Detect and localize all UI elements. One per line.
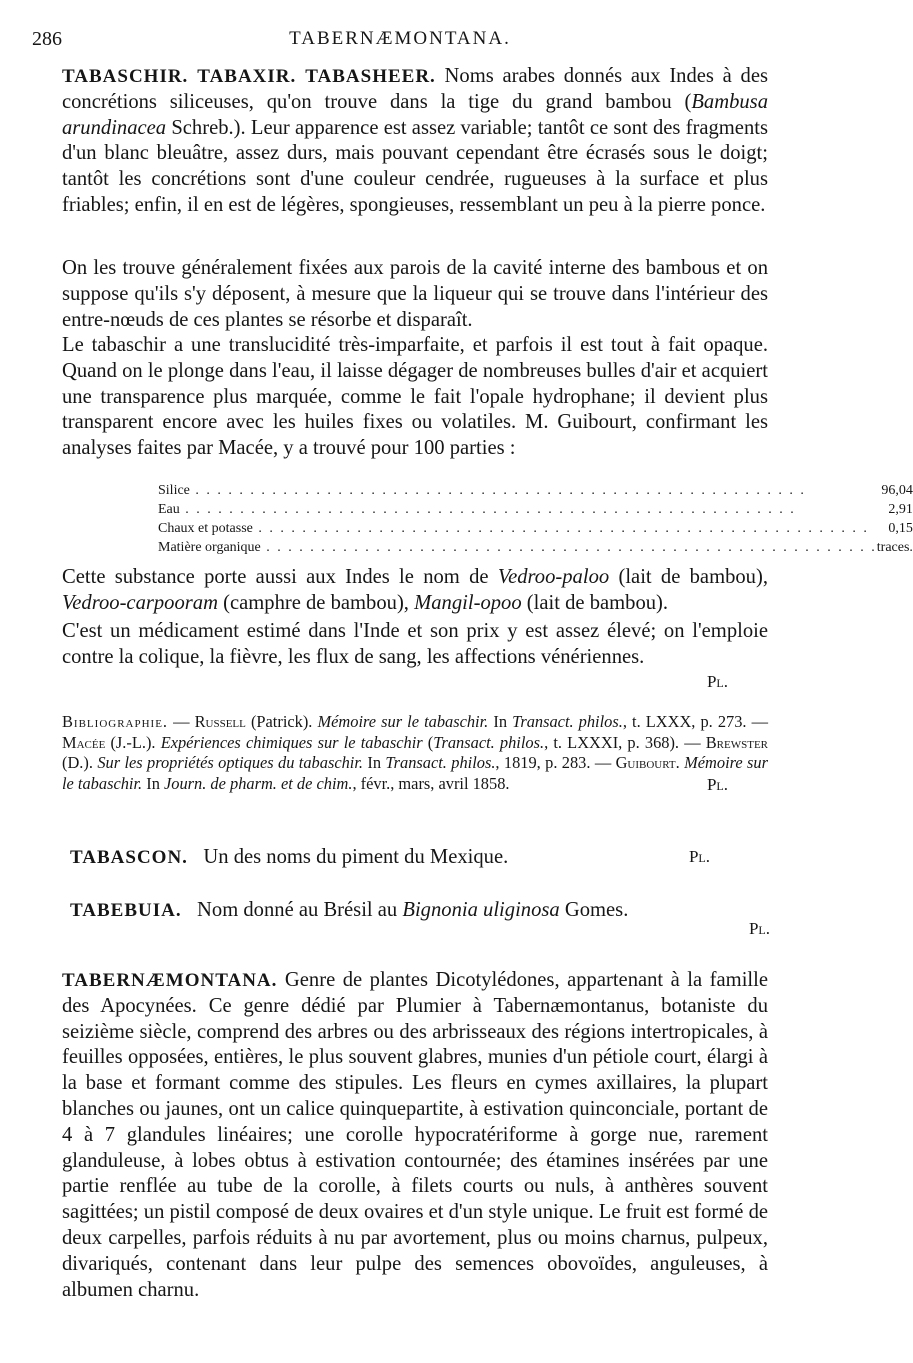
- tabaschir-paragraph-2: [62, 256, 768, 333]
- composition-label: Eau . . .: [158, 500, 877, 519]
- tabaschir-text-4c: (camphre de bambou),: [217, 591, 415, 614]
- bib-author: Guibourt: [615, 753, 676, 773]
- tabaschir-text-4a: Cette substance porte aussi aux Indes le nom de: [62, 566, 498, 588]
- bib-text: In: [488, 712, 513, 731]
- bib-text: , févr., mars, avril 1858.: [352, 773, 510, 793]
- bib-text: (J.-L.).: [105, 732, 161, 752]
- composition-row: [158, 538, 913, 557]
- bib-journal: Transact. philos.: [512, 712, 623, 731]
- tabaschir-taxon: Bambusa arundinacea: [62, 90, 768, 139]
- page-number: 286: [32, 28, 62, 50]
- bib-title: Sur les propriétés optiques du tabaschir.: [97, 753, 364, 773]
- bib-title: Mémoire sur le tabaschir.: [317, 712, 489, 731]
- tabaschir-paragraph-1: [62, 64, 768, 219]
- composition-value: 2,91: [888, 502, 913, 517]
- bib-text: In: [142, 773, 164, 793]
- tabebuia-taxon: Bignonia uliginosa: [402, 899, 560, 921]
- tabebuia-headword: TABEBUIA.: [70, 900, 182, 921]
- tabaschir-headword: TABASCHIR. TABAXIR. TABASHEER.: [62, 66, 436, 87]
- tabaschir-paragraph-3: [62, 333, 768, 462]
- composition-label: Matière organique . . .: [158, 538, 877, 557]
- bib-title: Expériences chimiques sur le tabaschir: [160, 732, 423, 752]
- composition-label: Chaux et potasse . . .: [158, 519, 877, 538]
- tabaschir-text-3: Le tabaschir a une translucidité très-imparfaite, et parfois il est tout à fait opaque. Quand on le plonge dans l'eau, il laisse dégager de nombreuses bulles d'air et acquiert une transparence plus marquée, comme le fait l'opale hydrophane; il devient plus transparent encore avec les huiles fixes ou volatiles. M. Guibourt, confirmant les analyses faites par Macée, y a trouvé pour 100 parties :: [62, 334, 768, 460]
- tabaschir-text-5: C'est un médicament estimé dans l'Inde et son prix y est assez élevé; on l'emploie contre la colique, la fièvre, les flux de sang, les affections vénériennes.: [62, 620, 768, 668]
- bib-text: (: [422, 732, 434, 752]
- bib-text: (D.).: [62, 753, 98, 773]
- tabaschir-text-1a: Noms arabes donnés aux Indes à des concrétions siliceuses, qu'on trouve dans la tige du grand bambou (: [62, 65, 768, 113]
- tabascon-text: Un des noms du piment du Mexique.: [203, 846, 509, 868]
- tabernaemontana-paragraph: [62, 968, 768, 1303]
- tabebuia-signature: Pl.: [748, 919, 770, 938]
- bib-author: Russell: [194, 712, 246, 731]
- running-header: [32, 28, 768, 54]
- composition-value: traces.: [876, 540, 913, 555]
- running-title: TABERNÆMONTANA.: [289, 28, 511, 49]
- tabernaemontana-headword: TABERNÆMONTANA.: [62, 970, 278, 991]
- tabascon-headword: TABASCON.: [70, 847, 188, 868]
- tabaschir-text-2: On les trouve généralement fixées aux parois de la cavité interne des bambous et on suppose qu'ils s'y déposent, à mesure que la liqueur qui se trouve dans l'intérieur des entre-nœuds de ces plantes se résorbe et disparaît.: [62, 257, 768, 331]
- bib-text: In: [363, 753, 386, 773]
- bibliography-heading: Bibliographie.: [62, 712, 169, 731]
- bib-text: , t. LXXX, p. 273. —: [622, 712, 768, 731]
- tabaschir-paragraph-4: [62, 565, 768, 617]
- bib-text: , t. LXXXI, p. 368). —: [544, 732, 706, 752]
- bib-text: (Patrick).: [245, 712, 318, 731]
- tabaschir-paragraph-5: [62, 619, 768, 693]
- composition-row: [158, 481, 913, 500]
- vernacular-name-1: Vedroo-paloo: [497, 566, 610, 588]
- bib-journal: Journ. de pharm. et de chim.: [164, 773, 353, 793]
- vernacular-name-2: Vedroo-carpooram: [62, 591, 218, 614]
- bib-author: Macée: [62, 732, 106, 752]
- bib-text: , 1819, p. 283. —: [495, 753, 616, 773]
- tabaschir-text-1b: Schreb.). Leur apparence est assez variable; tantôt ce sont des fragments d'un blanc bleuâtre, assez durs, mais pouvant cependant être écrasés sous le doigt; tantôt les concrétions sont d'une couleur cendrée, rugueuses à la surface et plus friables; enfin, il en est de légères, spongieuses, ressemblant un peu à la pierre ponce.: [62, 116, 768, 216]
- composition-value: 96,04: [881, 483, 913, 498]
- tabascon-signature: Pl.: [688, 847, 710, 866]
- tabaschir-signature: Pl.: [706, 671, 728, 691]
- bib-journal: Transact. philos.: [385, 753, 496, 773]
- bibliography-signature: Pl.: [706, 774, 728, 794]
- tabebuia-text-b: Gomes.: [559, 899, 629, 921]
- composition-row: [158, 500, 913, 519]
- composition-value: 0,15: [888, 521, 913, 536]
- bib-text: .: [675, 753, 685, 773]
- tabebuia-text-a: Nom donné au Brésil au: [197, 899, 403, 921]
- composition-row: [158, 519, 913, 538]
- bibliography-block: Bibliographie. — Russell (Patrick). Mémoire sur le tabaschir. In Transact. philos., t. LXXX, p. 273. — Macée (J.-L.). Expériences chimiques sur le tabaschir (Transact. philos., t. LXXXI, p. 368). — Brewster (D.). Sur les propriétés optiques du tabaschir. In Transact. philos., 1819, p. 283. — Guibourt. Mémoire sur le tabaschir. In Journ. de pharm. et de chim., févr., mars, avril 1858. Pl.: [62, 712, 769, 794]
- bib-author: Brewster: [705, 732, 769, 752]
- tabebuia-entry: [70, 897, 710, 924]
- tabaschir-text-4b: (lait de bambou),: [609, 566, 768, 588]
- composition-table: [158, 481, 913, 557]
- bib-title: Mémoire sur le tabaschir.: [62, 753, 768, 793]
- tabascon-entry: [70, 844, 710, 871]
- tabaschir-text-4d: (lait de bambou).: [521, 591, 669, 614]
- tabernaemontana-text: Genre de plantes Dicotylédones, appartenant à la famille des Apocynées. Ce genre dédié par Plumier à Tabernæmontanus, botaniste du seizième siècle, comprend des arbres ou des arbrisseaux des régions intertropicales, à feuilles opposées, entières, le plus souvent glabres, munies d'un pétiole court, élargi à la base et formant comme des stipules. Les fleurs en cymes axillaires, la plupart blanches ou jaunes, ont un calice quinquepartite, à estivation quinconciale, portant de 4 à 7 glandules linéaires; une corolle hypocratériforme à gorge nue, rarement glanduleuse, à lobes obtus à estivation contournée; des étamines insérées par une partie renflée au tube de la corolle, à filets courts ou nuls, à anthères souvent sagittées; un pistil composé de deux ovaires et d'un style unique. Le fruit est formé de deux carpelles, parfois réduits à nu par avortement, plus ou moins charnus, pulpeux, divariqués, contenant dans leur pulpe des semences obovoïdes, anguleuses, à albumen charnu.: [62, 969, 769, 1301]
- vernacular-name-3: Mangil-opoo: [414, 591, 522, 614]
- composition-label: Silice . . .: [158, 481, 877, 500]
- bib-journal: Transact. philos.: [433, 732, 545, 752]
